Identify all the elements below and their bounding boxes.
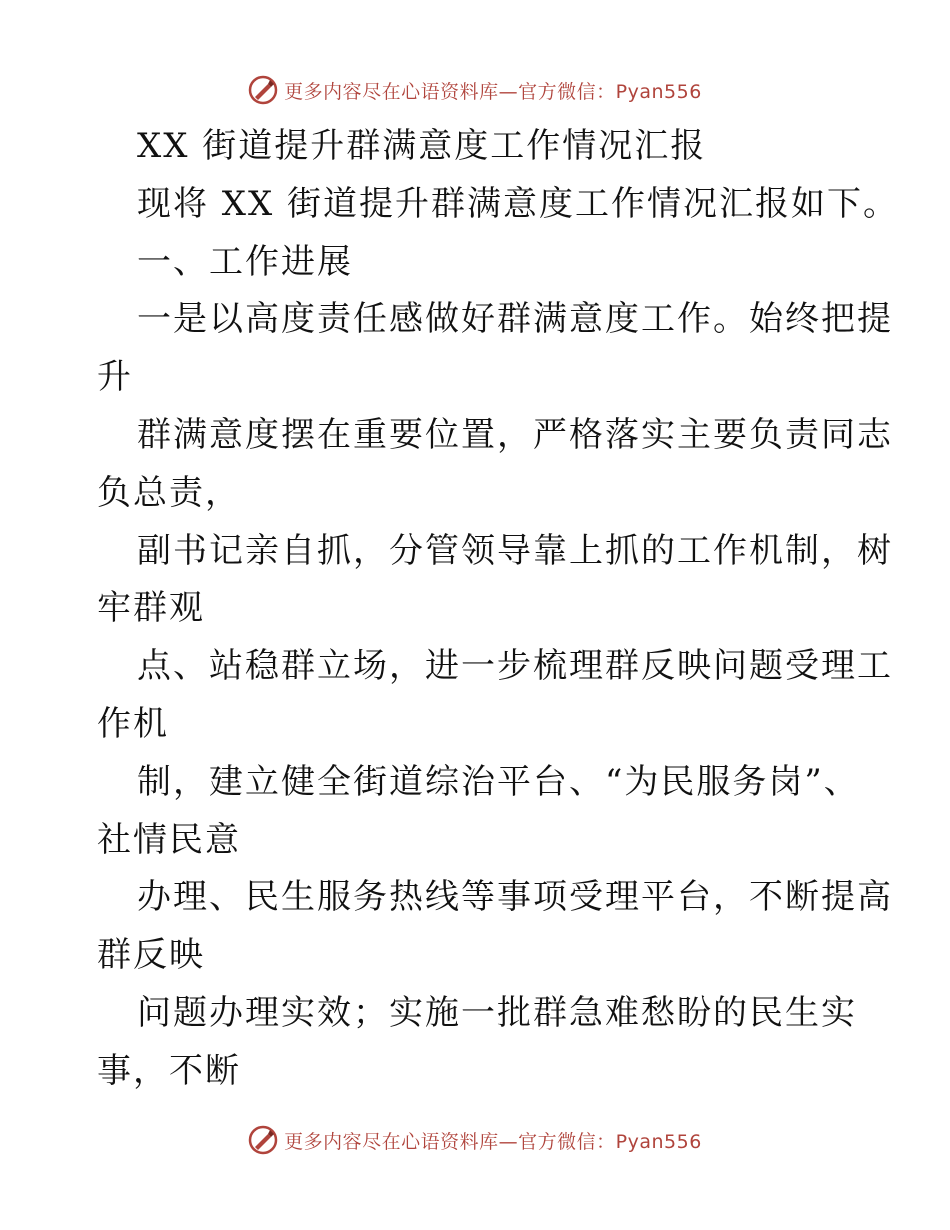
footer-banner [0, 1120, 950, 1160]
paragraph-line: 作机 [97, 703, 169, 744]
pen-logo-icon [248, 1125, 278, 1155]
document-title: XX 街道提升群满意度工作情况汇报 [137, 126, 707, 166]
paragraph-line: 制，建立健全街道综治平台、“为民服务岗”、 [137, 761, 860, 802]
paragraph-line: 副书记亲自抓，分管领导靠上抓的工作机制，树 [137, 530, 893, 571]
paragraph-line: 牢群观 [97, 588, 205, 629]
paragraph-line: 办理、民生服务热线等事项受理平台，不断提高 [137, 877, 893, 918]
paragraph-line: 一是以高度责任感做好群满意度工作。始终把提 [137, 299, 893, 340]
paragraph-line: 问题办理实效；实施一批群急难愁盼的民生实 [137, 992, 857, 1033]
banner-text: 更多内容尽在心语资料库—官方微信：Pyan556 [284, 1130, 702, 1153]
pen-logo-icon [248, 75, 278, 105]
paragraph-line: 点、站稳群立场，进一步梳理群反映问题受理工 [137, 646, 893, 687]
paragraph-line: 事，不断 [97, 1050, 241, 1091]
paragraph-line: 现将 XX 街道提升群满意度工作情况汇报如下。 [137, 183, 900, 224]
paragraph-line: 负总责， [97, 472, 241, 513]
banner-text: 更多内容尽在心语资料库—官方微信：Pyan556 [284, 80, 702, 103]
paragraph-line: 社情民意 [97, 819, 241, 860]
document-body [97, 118, 900, 1101]
section-heading: 一、工作进展 [137, 241, 353, 282]
paragraph-line: 升 [97, 357, 133, 398]
header-banner [0, 70, 950, 110]
paragraph-line: 群反映 [97, 935, 205, 976]
paragraph-line: 群满意度摆在重要位置，严格落实主要负责同志 [137, 414, 893, 455]
